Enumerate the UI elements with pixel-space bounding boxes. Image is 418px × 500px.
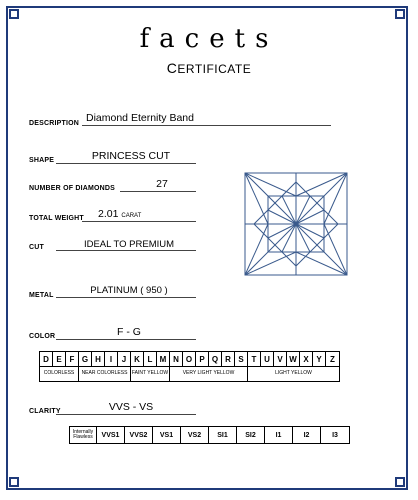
shape-underline bbox=[56, 163, 196, 164]
color-grade-cell: Z bbox=[330, 354, 335, 364]
clarity-value: VVS - VS bbox=[108, 401, 154, 413]
shape-label: SHAPE bbox=[29, 157, 55, 164]
color-grade-cell: R bbox=[222, 352, 235, 366]
color-grade-cell: W bbox=[287, 352, 300, 366]
color-label: COLOR bbox=[29, 333, 56, 340]
clarity-grade-scale bbox=[69, 426, 350, 444]
color-grade-cell: T bbox=[248, 352, 261, 366]
brand-logo: facets bbox=[139, 24, 279, 54]
clarity-underline bbox=[56, 414, 196, 415]
num-diamonds-underline bbox=[120, 191, 196, 192]
description-underline bbox=[82, 125, 331, 126]
clarity-grade-cell: I1 bbox=[265, 427, 293, 443]
cut-underline bbox=[56, 250, 196, 251]
total-weight-underline bbox=[82, 221, 196, 222]
total-weight-label: TOTAL WEIGHT bbox=[29, 215, 84, 222]
color-grade-cell: H bbox=[92, 352, 105, 366]
num-diamonds-label: NUMBER OF DIAMONDS bbox=[29, 185, 116, 192]
color-grade-cell: Q bbox=[209, 352, 222, 366]
color-group-cell: COLORLESS bbox=[40, 366, 79, 381]
color-grade-cell: U bbox=[261, 352, 274, 366]
color-group-cell: VERY LIGHT YELLOW bbox=[170, 366, 248, 381]
color-grade-cell: L bbox=[144, 352, 157, 366]
metal-value: PLATINUM ( 950 ) bbox=[90, 285, 168, 296]
num-diamonds-value: 27 bbox=[156, 178, 168, 190]
clarity-grade-cell: VVS1 bbox=[97, 427, 125, 443]
description-label: DESCRIPTION bbox=[29, 120, 80, 127]
clarity-grade-cell: I2 bbox=[293, 427, 321, 443]
clarity-grade-cell: VVS2 bbox=[125, 427, 153, 443]
color-grade-scale bbox=[39, 351, 340, 367]
clarity-grade-cell: SI2 bbox=[237, 427, 265, 443]
shape-value: PRINCESS CUT bbox=[91, 150, 171, 162]
color-grade-cell: Y bbox=[313, 352, 326, 366]
clarity-grade-cell: SI1 bbox=[209, 427, 237, 443]
color-grade-cell: M bbox=[157, 352, 170, 366]
color-grade-cell: J bbox=[118, 352, 131, 366]
corner-ornament bbox=[395, 477, 405, 487]
color-grade-cell: E bbox=[53, 352, 66, 366]
color-group-cell: LIGHT YELLOW bbox=[275, 369, 312, 376]
color-group-cell: NEAR COLORLESS bbox=[79, 366, 131, 381]
metal-underline bbox=[56, 297, 196, 298]
color-grade-cell: X bbox=[300, 352, 313, 366]
clarity-grade-cell: Internally Flawless bbox=[70, 427, 97, 443]
clarity-grade-cell: VS2 bbox=[181, 427, 209, 443]
description-value: Diamond Eternity Band bbox=[86, 112, 194, 124]
cut-label: CUT bbox=[29, 244, 44, 251]
certificate-title: CERTIFICATE bbox=[166, 60, 252, 76]
color-grade-cell: I bbox=[105, 352, 118, 366]
cut-value: IDEAL TO PREMIUM bbox=[83, 239, 175, 250]
color-grade-cell: V bbox=[274, 352, 287, 366]
color-grade-cell: F bbox=[66, 352, 79, 366]
color-grade-cell: N bbox=[170, 352, 183, 366]
color-grade-cell: O bbox=[183, 352, 196, 366]
princess-cut-diamond-icon bbox=[244, 172, 348, 276]
clarity-grade-cell: I3 bbox=[332, 431, 338, 439]
color-grade-cell: G bbox=[79, 352, 92, 366]
color-grade-cell: S bbox=[235, 352, 248, 366]
corner-ornament bbox=[9, 477, 19, 487]
color-group-cell: FAINT YELLOW bbox=[131, 366, 170, 381]
color-grade-cell: K bbox=[131, 352, 144, 366]
color-value: F - G bbox=[117, 326, 141, 338]
color-underline bbox=[56, 339, 196, 340]
color-group-scale bbox=[39, 366, 340, 382]
corner-ornament bbox=[395, 9, 405, 19]
metal-label: METAL bbox=[29, 292, 54, 299]
clarity-grade-cell: VS1 bbox=[153, 427, 181, 443]
corner-ornament bbox=[9, 9, 19, 19]
clarity-label: CLARITY bbox=[29, 408, 61, 415]
color-grade-cell: D bbox=[40, 352, 53, 366]
total-weight-value: 2.01 CARAT bbox=[98, 208, 142, 220]
color-grade-cell: P bbox=[196, 352, 209, 366]
